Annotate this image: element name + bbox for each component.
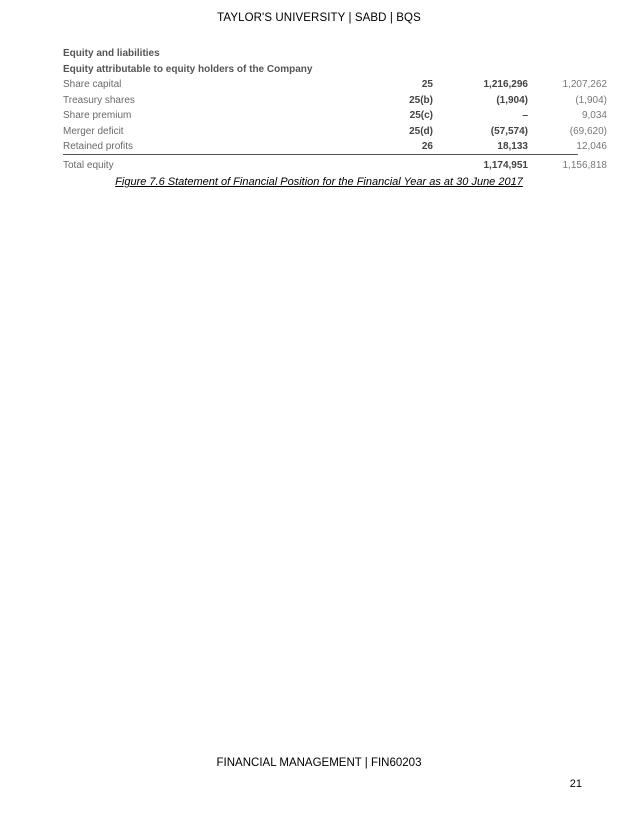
row-previous-value: (69,620)	[569, 125, 607, 137]
row-note: 26	[421, 141, 433, 152]
page-number: 21	[569, 778, 582, 790]
row-label: Share premium	[63, 110, 132, 121]
row-label: Merger deficit	[63, 125, 124, 137]
total-previous-value: 1,156,818	[562, 160, 607, 171]
page-header: TAYLOR'S UNIVERSITY | SABD | BQS	[217, 12, 421, 24]
row-current-value: (57,574)	[490, 125, 528, 137]
equity-statement-table	[63, 46, 607, 174]
row-previous-value: 9,034	[581, 110, 607, 121]
total-label: Total equity	[63, 160, 114, 171]
row-note: 25(c)	[409, 110, 433, 121]
table-row	[63, 77, 607, 93]
row-note: 25	[421, 79, 433, 90]
row-current-value: –	[522, 110, 528, 121]
row-note: 25(b)	[409, 94, 433, 106]
table-row	[63, 124, 607, 140]
total-current-value: 1,174,951	[483, 160, 528, 171]
row-label: Retained profits	[63, 141, 134, 152]
row-label: Share capital	[63, 79, 122, 90]
heading-equity-liabilities: Equity and liabilities	[63, 48, 160, 59]
row-previous-value: (1,904)	[575, 94, 607, 106]
figure-caption: Figure 7.6 Statement of Financial Position for the Financial Year as at 30 June 2017	[115, 176, 523, 188]
section-heading	[63, 46, 578, 62]
row-note: 25(d)	[409, 125, 433, 137]
table-row	[63, 93, 607, 109]
row-current-value: 18,133	[497, 141, 528, 152]
heading-equity-holders: Equity attributable to equity holders of the Company	[63, 63, 313, 75]
row-current-value: (1,904)	[496, 94, 528, 106]
total-equity-row	[63, 158, 607, 174]
row-previous-value: 12,046	[576, 141, 607, 152]
section-subheading	[63, 62, 578, 78]
row-label: Treasury shares	[63, 94, 135, 106]
row-previous-value: 1,207,262	[562, 79, 607, 90]
table-row	[63, 108, 607, 124]
table-row	[63, 139, 607, 155]
row-current-value: 1,216,296	[483, 79, 528, 90]
page-footer: FINANCIAL MANAGEMENT | FIN60203	[216, 757, 422, 769]
